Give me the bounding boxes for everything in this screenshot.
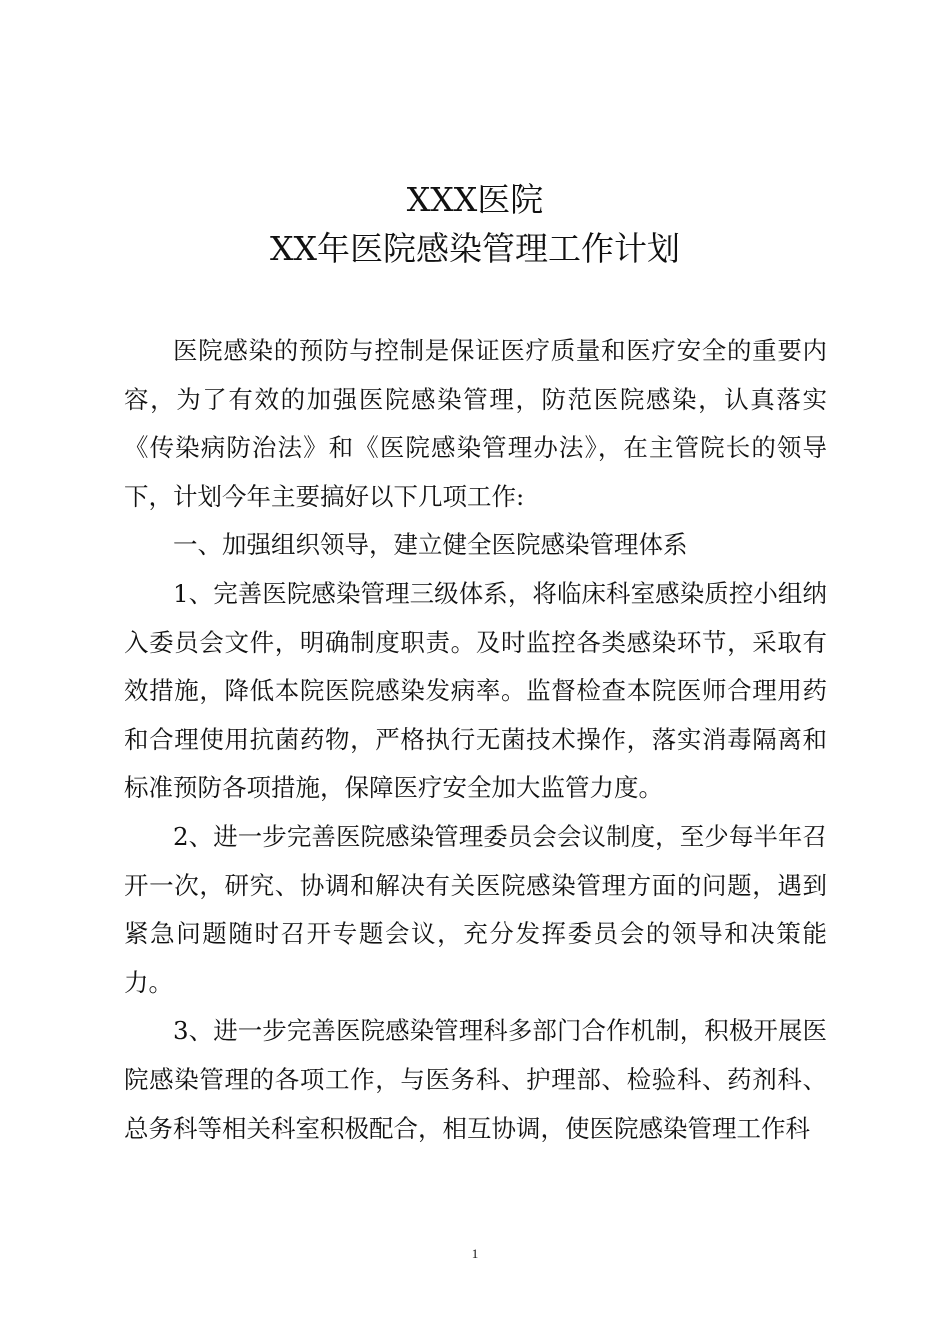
document-title-plan: XX年医院感染管理工作计划 <box>270 229 680 268</box>
page-number: 1 <box>471 1246 479 1261</box>
paragraph-intro: 医院感染的预防与控制是保证医疗质量和医疗安全的重要内容，为了有效的加强医院感染管理，防范医院感染，认真落实《传染病防治法》和《医院感染管理办法》，在主管院长的领导下，计划今年主要搞好以下几项工作: <box>124 336 827 511</box>
paragraph-item-3: 3、进一步完善医院感染管理科多部门合作机制，积极开展医院感染管理的各项工作，与医务科、护理部、检验科、药剂科、总务科等相关科室积极配合，相互协调，使医院感染管理工作科 <box>124 1016 827 1143</box>
paragraph-item-2: 2、进一步完善医院感染管理委员会会议制度，至少每半年召开一次，研究、协调和解决有关医院感染管理方面的问题，遇到紧急问题随时召开专题会议，充分发挥委员会的领导和决策能力。 <box>124 821 827 997</box>
document-title-hospital: XXX医院 <box>406 180 544 219</box>
document-body <box>124 327 827 1153</box>
section-heading-1: 一、加强组织领导，建立健全医院感染管理体系 <box>173 530 688 560</box>
paragraph-item-1: 1、完善医院感染管理三级体系，将临床科室感染质控小组纳入委员会文件，明确制度职责。及时监控各类感染环节，采取有效措施，降低本院医院感染发病率。监督检查本院医师合理用药和合理使用抗菌药物，严格执行无菌技术操作，落实消毒隔离和标准预防各项措施，保障医疗安全加大监管力度。 <box>124 578 827 803</box>
